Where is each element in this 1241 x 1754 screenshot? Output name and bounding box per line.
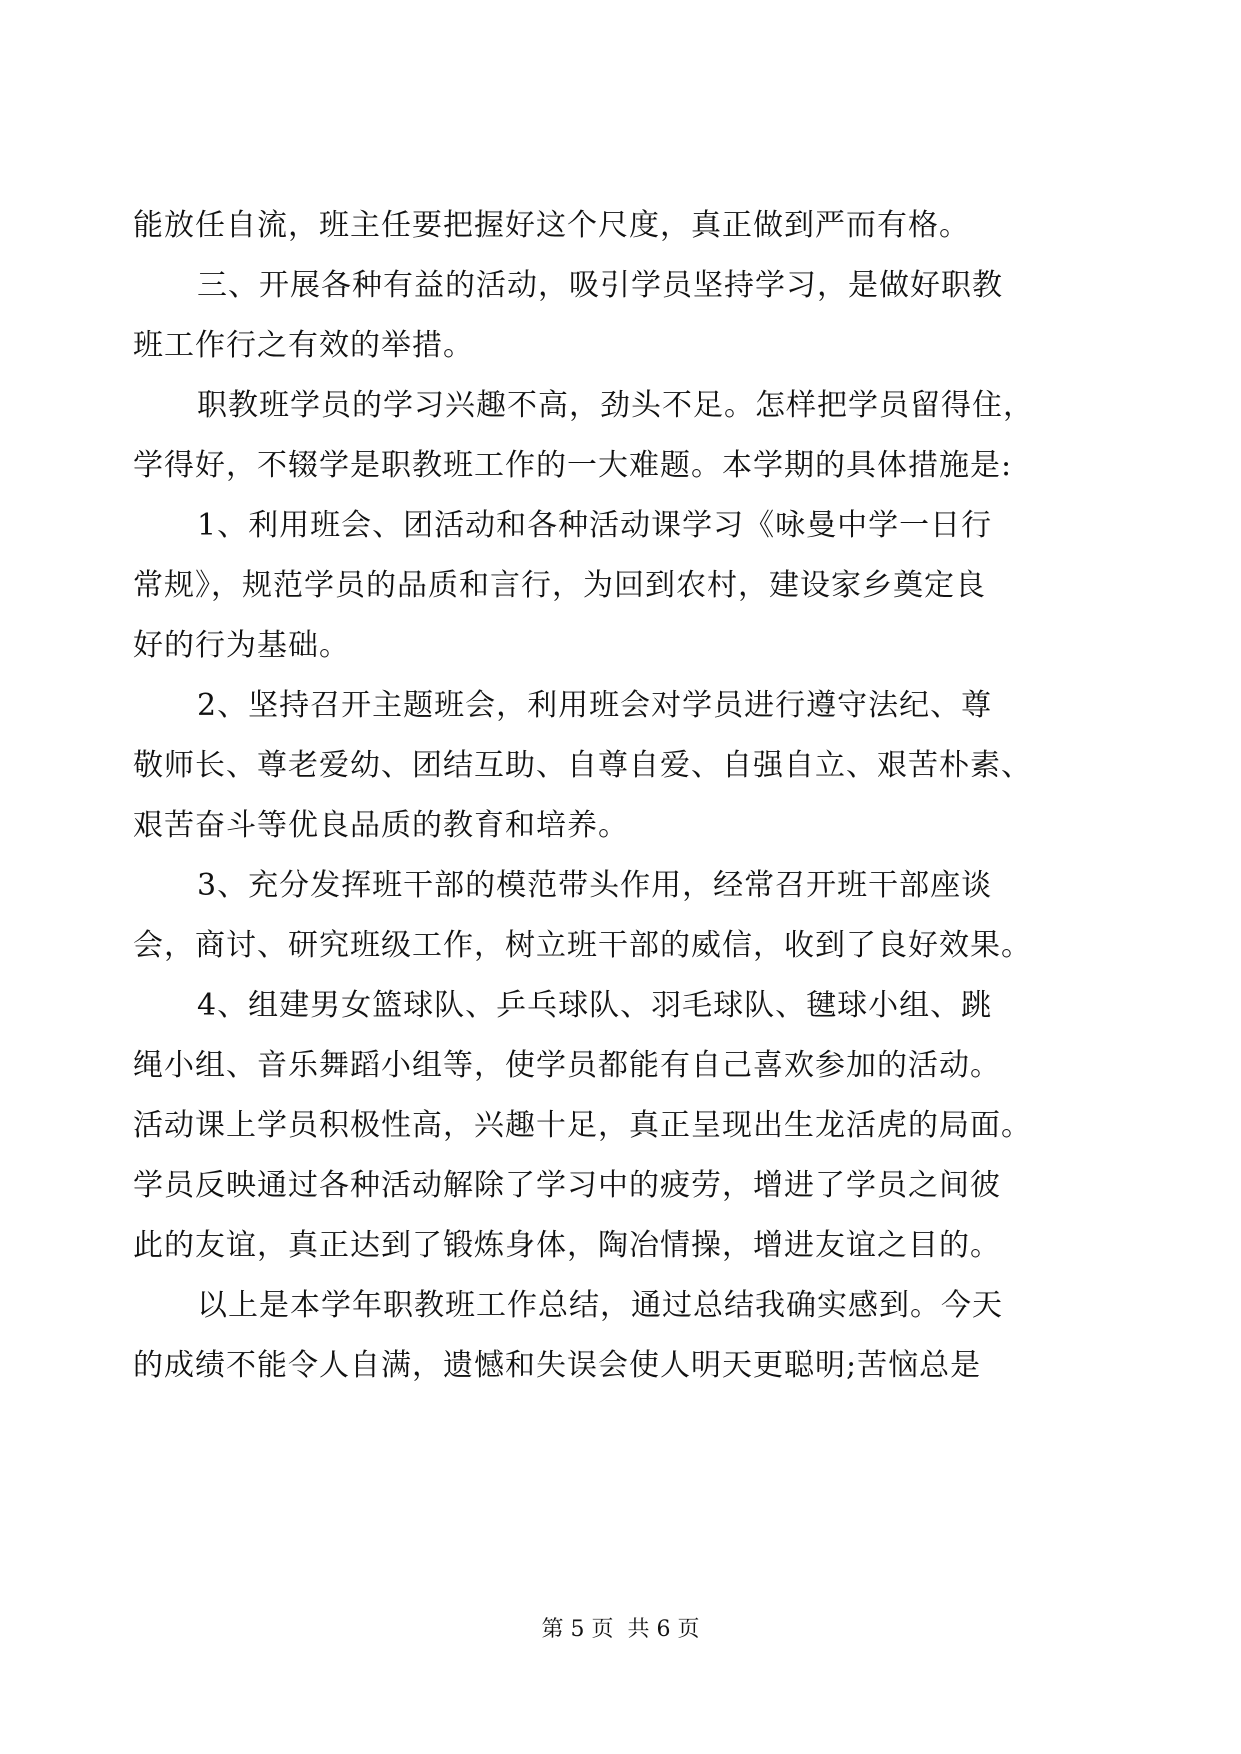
text-line: 学得好，不辍学是职教班工作的一大难题。本学期的具体措施是:	[133, 448, 1013, 483]
body-text	[133, 196, 1093, 1396]
text-line: 3、充分发挥班干部的模范带头作用，经常召开班干部座谈	[197, 868, 993, 903]
page-footer	[0, 1615, 1241, 1645]
text-line: 艰苦奋斗等优良品质的教育和培养。	[133, 808, 629, 843]
text-line: 的成绩不能令人自满，遗憾和失误会使人明天更聪明;苦恼总是	[133, 1348, 982, 1383]
text-line: 2、坚持召开主题班会，利用班会对学员进行遵守法纪、尊	[197, 688, 993, 723]
text-line: 职教班学员的学习兴趣不高，劲头不足。怎样把学员留得住，	[197, 388, 1034, 423]
text-line: 能放任自流，班主任要把握好这个尺度，真正做到严而有格。	[133, 208, 970, 243]
text-line: 三、开展各种有益的活动，吸引学员坚持学习，是做好职教	[197, 268, 1003, 303]
text-line: 敬师长、尊老爱幼、团结互助、自尊自爱、自强自立、艰苦朴素、	[133, 748, 1032, 783]
text-line: 以上是本学年职教班工作总结，通过总结我确实感到。今天	[197, 1288, 1003, 1323]
text-line: 学员反映通过各种活动解除了学习中的疲劳，增进了学员之间彼	[133, 1168, 1001, 1203]
text-line: 1、利用班会、团活动和各种活动课学习《咏曼中学一日行	[197, 508, 993, 543]
text-line: 4、组建男女篮球队、乒乓球队、羽毛球队、毽球小组、跳	[197, 988, 993, 1023]
text-line: 好的行为基础。	[133, 628, 350, 663]
text-line: 常规》，规范学员的品质和言行，为回到农村，建设家乡奠定良	[133, 568, 986, 603]
text-line: 活动课上学员积极性高，兴趣十足，真正呈现出生龙活虎的局面。	[133, 1108, 1032, 1143]
page-number: 第 5 页 共 6 页	[541, 1617, 700, 1642]
text-line: 此的友谊，真正达到了锻炼身体，陶冶情操，增进友谊之目的。	[133, 1228, 1001, 1263]
text-line: 会，商讨、研究班级工作，树立班干部的威信，收到了良好效果。	[133, 928, 1032, 963]
text-line: 班工作行之有效的举措。	[133, 328, 474, 363]
text-line: 绳小组、音乐舞蹈小组等，使学员都能有自己喜欢参加的活动。	[133, 1048, 1001, 1083]
